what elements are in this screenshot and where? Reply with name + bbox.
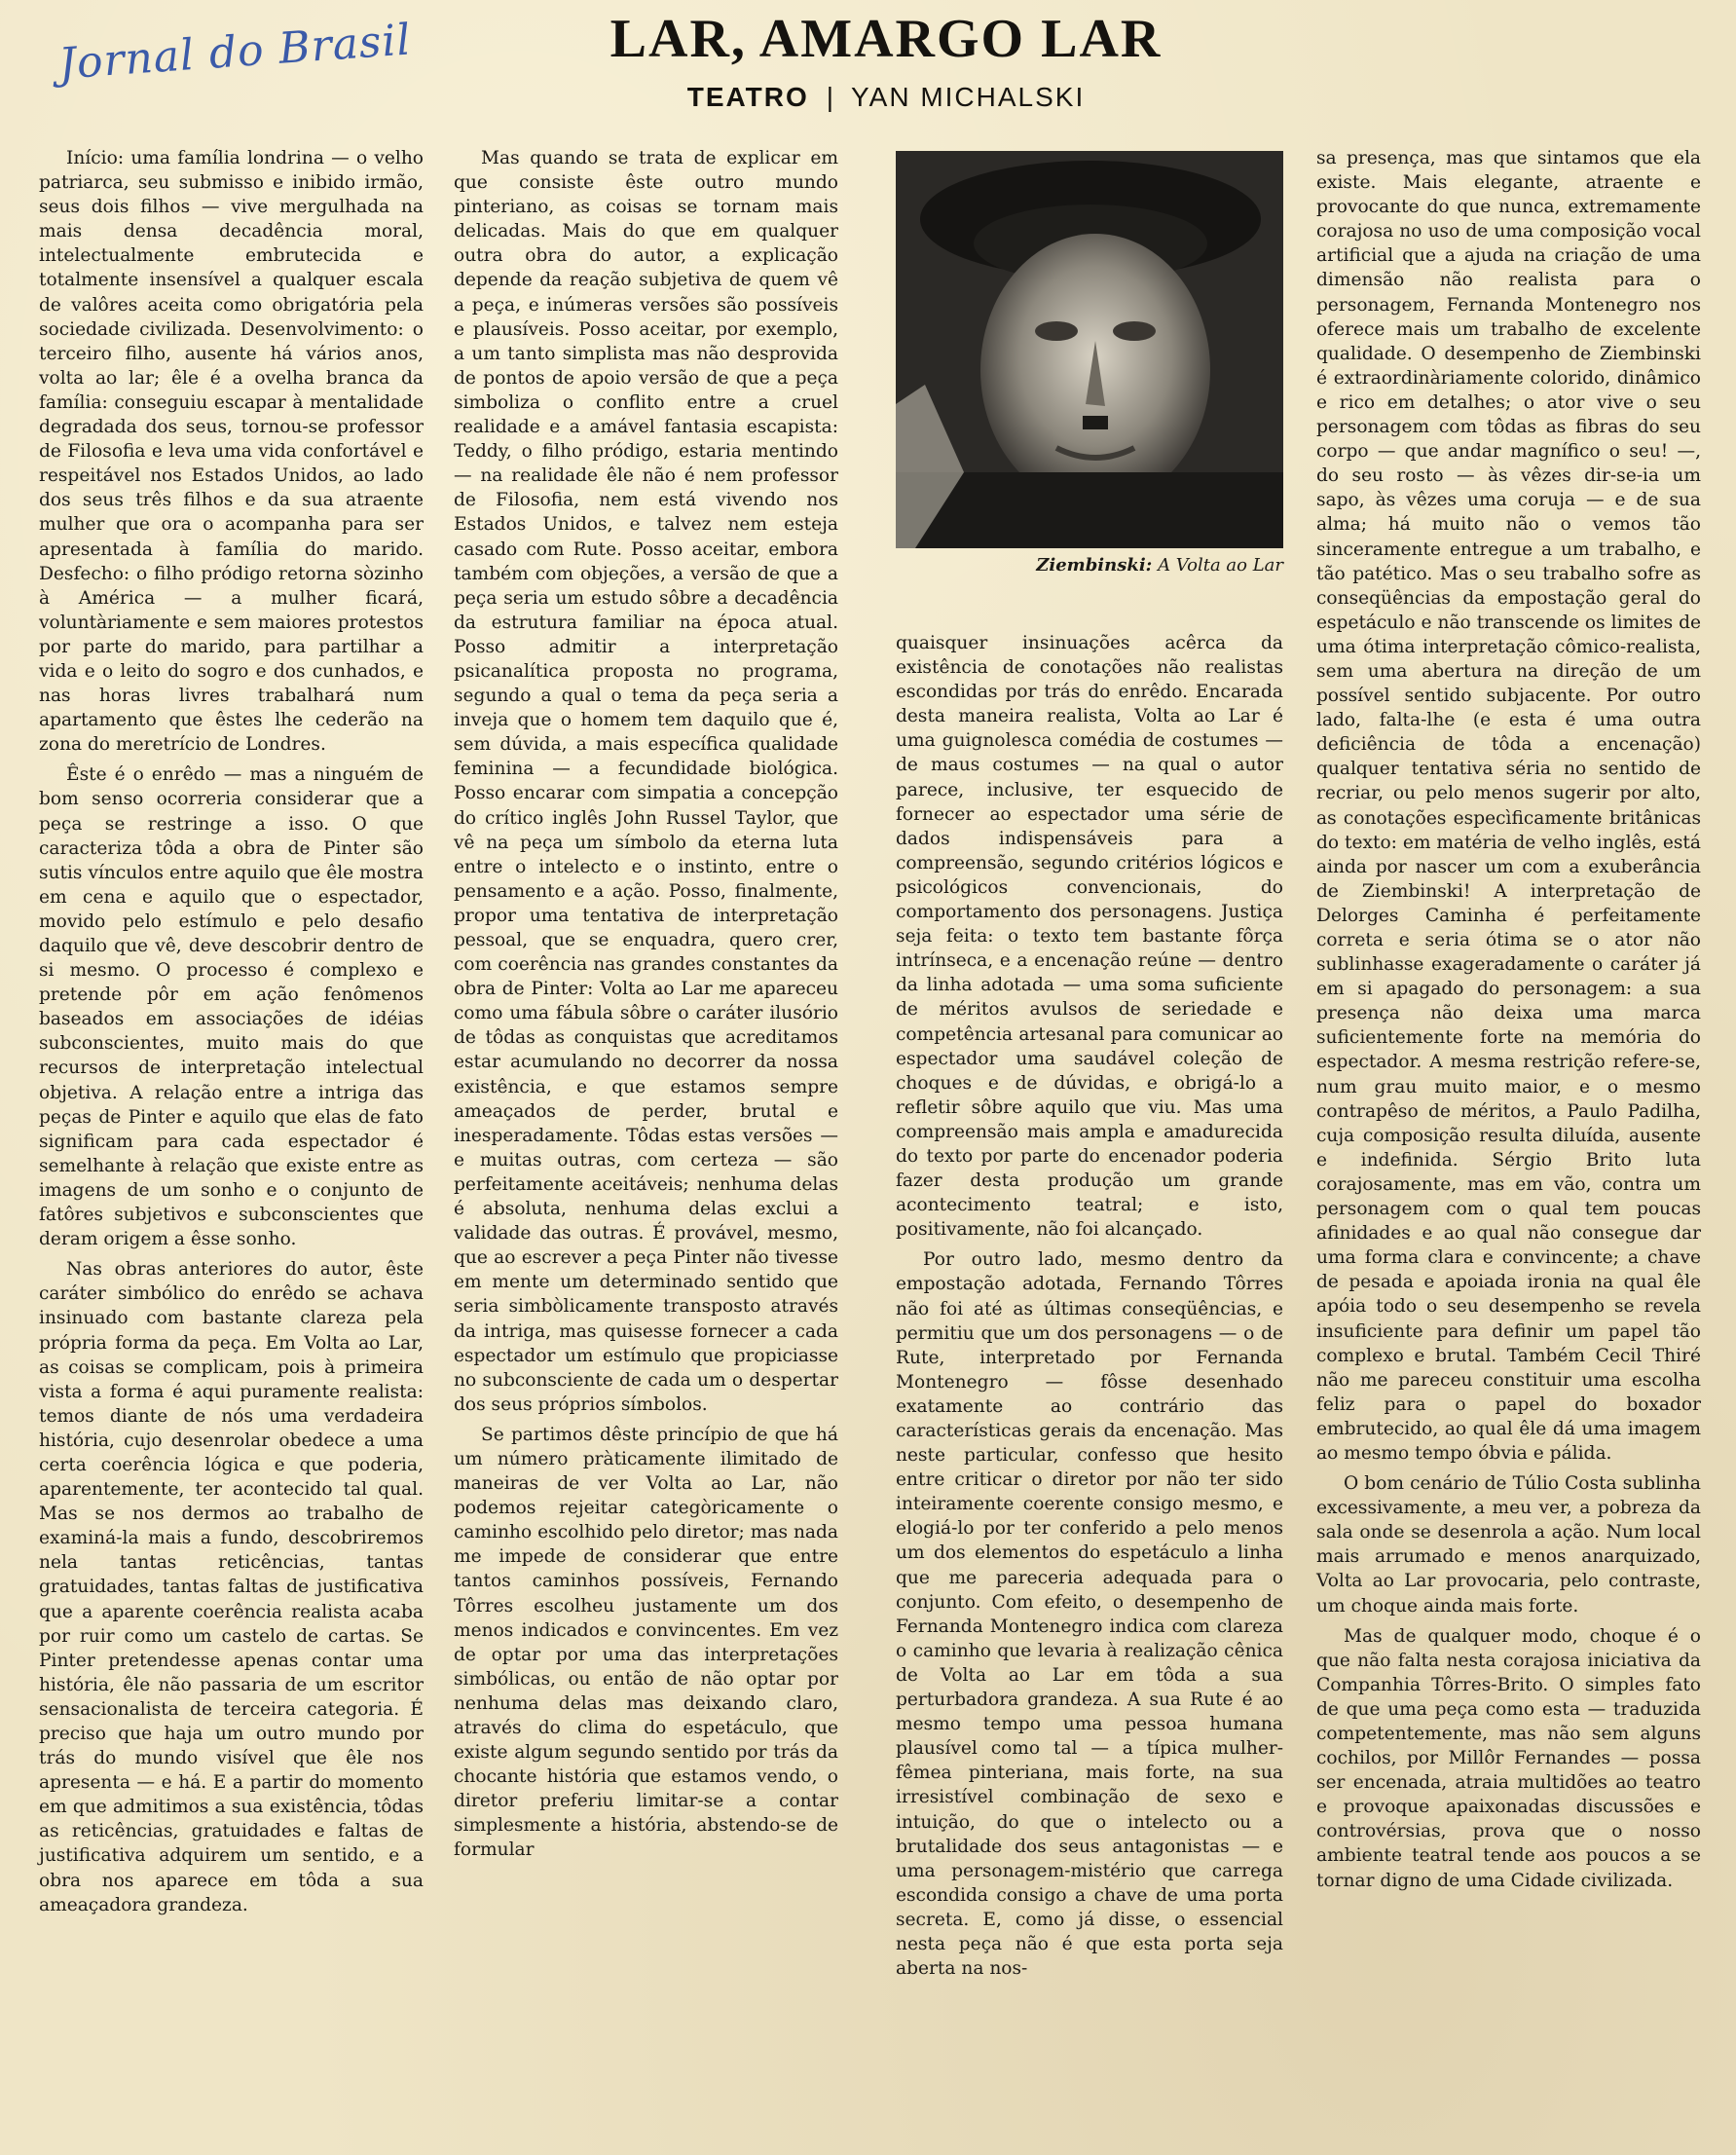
paragraph: quaisquer insinuações acêrca da existência de conotações não realistas escondidas por trás do enrêdo. Encarada desta maneira realista, Volta ao Lar é uma guignolesca comédia de costumes — de maus costumes — na qual o autor parece, inclusive, ter esquecido de fornecer ao espectador uma série de dados indispensáveis para a compreensão, segundo critérios lógicos e psicológicos convencionais, do comportamento dos personagens. Justiça seja feita: o texto tem bastante fôrça intrínseca, e a encenação reúne — dentro da linha adotada — uma soma suficiente de méritos avulsos de seriedade e competência artesanal para comunicar ao espectador uma saudável coleção de choques e de dúvidas, e obrigá-lo a refletir sôbre aquilo que viu. Mas uma compreensão mais ampla e amadurecida do texto por parte do encenador poderia fazer desta produção um grande acontecimento teatral; e isto, positivamente, não foi alcançado. <box>896 633 1283 1241</box>
actor-portrait-image <box>896 151 1283 548</box>
paragraph: sa presença, mas que sintamos que ela existe. Mais elegante, atraente e provocante do que nunca, extremamente corajosa no uso de uma composição vocal artificial que a ajuda na criação de uma dimensão não realista para o personagem, Fernanda Montenegro nos oferece mais um trabalho de excelente qualidade. O desempenho de Ziembinski é extraordinàriamente colorido, dinâmico e rico em detalhes; o ator vive o seu personagem com tôdas as fibras do seu corpo — que andar magnífico o seu! —, do seu rosto — às vêzes dir-se-ia um sapo, às vêzes uma coruja — e de sua alma; há muito não o vemos tão sinceramente entregue a um trabalho, e tão patético. Mas o seu trabalho sofre as conseqüências da empostação geral do espetáculo e não transcende os limites de uma ótima interpretação cômico-realista, sem uma abertura na direção de um possível sentido subjacente. Por outro lado, falta-lhe (e esta é uma outra deficiência de tôda a encenação) qualquer tentativa séria no sentido de recriar, ou pelo menos sugerir por alto, as conotações especìficamente britânicas do texto: em matéria de velho inglês, está ainda por nascer um com a exuberância de Ziembinski! A interpretação de Delorges Caminha é perfeitamente correta e seria ótima se o ator não sublinhasse exageradamente o caráter já em si apagado do personagem: a sua presença não deixa uma marca suficientemente forte na memória do espectador. A mesma restrição refere-se, num grau muito maior, e o mesmo contrapêso de méritos, a Paulo Padilha, cuja composição resulta diluída, ausente e indefinida. Sérgio Brito luta corajosamente, mas em vão, contra um personagem com o qual tem poucas afinidades e ao qual não consegue dar uma forma clara e convincente; a chave de pesada e apoiada ironia na qual êle apóia todo o seu desempenho se revela insuficiente para definir um papel tão complexo e brutal. Também Cecil Thiré não me pareceu constituir uma escolha feliz para o papel do boxador embrutecido, ao qual êle dá uma imagem ao mesmo tempo óbvia e pálida. <box>1316 148 1701 1464</box>
byline <box>584 82 1188 113</box>
caption-title: A Volta ao Lar <box>1158 555 1283 576</box>
paragraph: Êste é o enrêdo — mas a ninguém de bom senso ocorreria considerar que a peça se restringe a isso. O que caracteriza tôda a obra de Pinter são sutis vínculos entre aquilo que êle mostra em cena e aquilo que o espectador, movido pelo estímulo e pelo desafio daquilo que vê, deve descobrir dentro de si mesmo. O processo é complexo e pretende pôr em ação fenômenos baseados em associações de idéias subconscientes, muito mais do que recursos de interpretação intelectual objetiva. A relação entre a intriga das peças de Pinter e aquilo que elas de fato significam para cada espectador é semelhante à relação que existe entre as imagens de um sonho e o conjunto de fatôres subjetivos e subconscientes que deram origem a êsse sonho. <box>39 764 424 1250</box>
article-column-1 <box>39 146 424 1917</box>
paragraph: Mas quando se trata de explicar em que consiste êste outro mundo pinteriano, as coisas se tornam mais delicadas. Mais do que em qualquer outra obra do autor, a explicação depende da reação subjetiva de quem vê a peça, e inúmeras versões são possíveis e plausíveis. Posso aceitar, por exemplo, a um tanto simplista mas não desprovida de pontos de apoio versão de que a peça simboliza o conflito entre a cruel realidade e a amável fantasia escapista: Teddy, o filho pródigo, estaria mentindo — na realidade êle não é nem professor de Filosofia, nem está vivendo nos Estados Unidos, e talvez nem esteja casado com Rute. Posso aceitar, embora também com objeções, a versão de que a peça seria um estudo sôbre a decadência da estrutura familiar na época atual. Posso admitir a interpretação psicanalítica proposta no programa, segundo a qual o tema da peça seria a inveja que o homem tem daquilo que é, sem dúvida, a mais específica qualidade feminina — a fecundidade biológica. Posso encarar com simpatia a concepção do crítico inglês John Russel Taylor, que vê na peça um símbolo da eterna luta entre o intelecto e o instinto, entre o pensamento e a ação. Posso, finalmente, propor uma tentativa de interpretação pessoal, que se enquadra, quero crer, com coerência nas grandes constantes da obra de Pinter: Volta ao Lar me apareceu como uma fábula sôbre o caráter ilusório de tôdas as conquistas que acreditamos estar acumulando no decorrer da nossa existência, e que estamos sempre ameaçados de perder, brutal e inesperadamente. Tôdas estas versões — e muitas outras, com certeza — são perfeitamente aceitáveis; nenhuma delas é absoluta, nenhuma delas exclui a validade das outras. É provável, mesmo, que ao escrever a peça Pinter não tivesse em mente um determinado sentido que seria simbòlicamente transposto através da intriga, mas quisesse fornecer a cada espectador um estímulo que propiciasse no subconsciente de cada um o despertar dos seus próprios símbolos. <box>454 148 838 1415</box>
actor-photo <box>896 151 1283 548</box>
author-name: YAN MICHALSKI <box>851 82 1086 112</box>
handwritten-source-note: Jornal do Brasil <box>56 15 414 90</box>
section-label: TEATRO <box>686 82 809 112</box>
article-column-2 <box>454 146 838 1863</box>
article-column-3 <box>896 631 1283 1981</box>
paragraph: Por outro lado, mesmo dentro da empostação adotada, Fernando Tôrres não foi até as últimas conseqüências, e permitiu que um dos personagens — o de Rute, interpretado por Fernanda Montenegro — fôsse desenhado exatamente ao contrário das características gerais da encenação. Mas neste particular, confesso que hesito entre criticar o diretor por não ter sido inteiramente coerente consigo mesmo, e elogiá-lo por ter conferido a pelo menos um dos elementos do espetáculo a linha que me pareceria adequada para o conjunto. Com efeito, o desempenho de Fernanda Montenegro indica com clareza o caminho que levaria à realização cênica de Volta ao Lar em tôda a sua perturbadora grandeza. A sua Rute é ao mesmo tempo uma pessoa humana plausível como tal — a típica mulher-fêmea pinteriana, mais forte, na sua irresistível combinação de sexo e intuição, do que o intelecto ou a brutalidade dos seus antagonistas — e uma personagem-mistério que carrega escondida consigo a chave de uma porta secreta. E, como já disse, o essencial nesta peça não é que esta porta seja aberta na nos- <box>896 1249 1283 1980</box>
article-headline: LAR, AMARGO LAR <box>609 9 1163 69</box>
article-column-4 <box>1316 146 1701 1893</box>
paragraph: Se partimos dêste princípio de que há um número pràticamente ilimitado de maneiras de ver Volta ao Lar, não podemos rejeitar categòricamente o caminho escolhido pelo diretor; mas nada me impede de considerar que entre tantos caminhos possíveis, Fernando Tôrres escolheu justamente um dos menos indicados e convincentes. Em vez de optar por uma das interpretações simbólicas, ou então de não optar por nenhuma delas mas deixando claro, através do clima do espetáculo, que existe algum segundo sentido por trás da chocante história que estamos vendo, o diretor preferiu limitar-se a contar simplesmente a história, abstendo-se de formular <box>454 1424 838 1861</box>
caption-name: Ziembinski: <box>1036 555 1153 576</box>
paragraph: Nas obras anteriores do autor, êste caráter simbólico do enrêdo se achava insinuado com bastante clareza pela própria forma da peça. Em Volta ao Lar, as coisas se complicam, pois à primeira vista a forma é aqui puramente realista: temos diante de nós uma verdadeira história, cujo desenrolar obedece a uma certa coerência lógica e que poderia, aparentemente, ter acontecido tal qual. Mas se nos dermos ao trabalho de examiná-la mais a fundo, descobriremos nela tantas reticências, tantas gratuidades, tantas faltas de justificativa que a aparente coerência realista acaba por ruir como um castelo de cartas. Se Pinter pretendesse apenas contar uma história, êle não passaria de um escritor sensacionalista de terceira categoria. É preciso que haja um outro mundo por trás do mundo visível que êle nos apresenta — e há. E a partir do momento em que admitimos a sua existência, tôdas as reticências, gratuidades e faltas de justificativa adquirem um sentido, e a obra nos aparece em tôda a sua ameaçadora grandeza. <box>39 1259 424 1915</box>
photo-caption <box>896 555 1283 576</box>
paragraph: Mas de qualquer modo, choque é o que não falta nesta corajosa iniciativa da Companhia Tôrres-Brito. O simples fato de que uma peça como esta — traduzida competentemente, mas não sem alguns cochilos, por Millôr Fernandes — possa ser encenada, atraia multidões ao teatro e provoque apaixonadas discussões e controvérsias, prova que o nosso ambiente teatral tende aos poucos a se tornar digno de uma Cidade civilizada. <box>1316 1625 1701 1891</box>
byline-divider: | <box>826 82 834 112</box>
paragraph: Início: uma família londrina — o velho patriarca, seu submisso e inibido irmão, seus dois filhos — vive mergulhada na mais densa decadência moral, intelectualmente embrutecida e totalmente insensível a qualquer escala de valôres aceita como obrigatória pela sociedade civilizada. Desenvolvimento: o terceiro filho, ausente há vários anos, volta ao lar; êle é a ovelha branca da família: conseguiu escapar à mentalidade degradada dos seus, tornou-se professor de Filosofia e leva uma vida confortável e respeitável nos Estados Unidos, ao lado dos seus três filhos e da sua atraente mulher que ora o acompanha para ser apresentada à família do marido. Desfecho: o filho pródigo retorna sòzinho à América — a mulher ficará, voluntàriamente e sem maiores protestos por parte do marido, para partilhar a vida e o leito do sogro e dos cunhados, e nas horas livres trabalhará num apartamento que êstes lhe cederão na zona do meretrício de Londres. <box>39 148 424 756</box>
paragraph: O bom cenário de Túlio Costa sublinha excessivamente, a meu ver, a pobreza da sala onde se desenrola a ação. Num local mais arrumado e menos anarquizado, Volta ao Lar provocaria, pelo contraste, um choque ainda mais forte. <box>1316 1473 1701 1616</box>
